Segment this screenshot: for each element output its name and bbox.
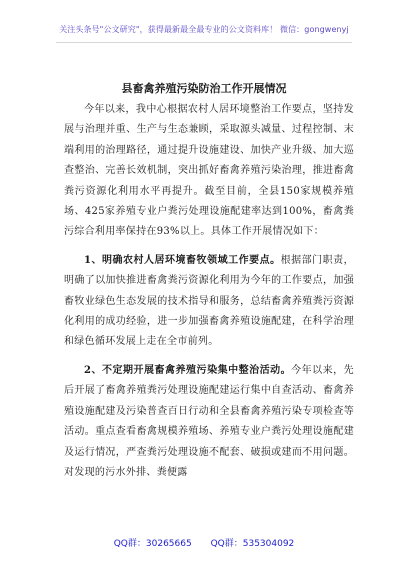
footer-contacts (0, 536, 408, 549)
section-1-heading: 1、明确农村人居环境畜牧领域工作要点。 (84, 254, 281, 266)
section-1-paragraph (64, 251, 354, 353)
header-divider (56, 42, 352, 43)
section-2-paragraph (64, 361, 354, 483)
intro-paragraph: 今年以来，我中心根据农村人居环境整治工作要点，坚持发展与治理并重、生产与生态兼顾，采取源头减量、过程控制、末端利用的治理路径，通过提升设施建设、加快产业升级、加大巡查整治、完善长效机制，突出抓好畜禽养殖污染治理，推进畜禽粪污资源化利用水平再提升。截至目前，全县150家规模养殖场、425家养殖专业户粪污处理设施配建率达到100%，畜禽粪污综合利用率保持在93%以上。具体工作开展情况如下： (64, 104, 354, 238)
section-2-text: 今年以来，先后开展了畜禽养殖粪污处理设施配建运行集中自查活动、畜禽养殖设施配建及污染普查百日行动和全县畜禽养殖污染专项检查等活动。重点查看畜禽规模养殖场、养殖专业户粪污处理设施配建及运行情况，严查粪污处理设施不配套、破损或建而不用问题。对发现的污水外排、粪便露 (64, 364, 354, 478)
section-1-text: 根据部门职责，明确了以加快推进畜禽粪污资源化利用为今年的工作要点，加强畜牧业绿色生态发展的技术指导和服务，总结畜禽养殖粪污资源化利用的成功经验，进一步加强畜禽养殖设施配建，在科学治理和绿色循环发展上走在全市前列。 (64, 254, 354, 348)
section-2-heading: 2、不定期开展畜禽养殖污染集中整治活动。 (84, 364, 292, 376)
header-notice: 关注头条号"公文研究"，获得最新最全最专业的公文资料库！ 微信：gongwenyj (59, 25, 349, 34)
footer-qq-group-2: QQ群：535304092 (210, 539, 295, 549)
document-title: 县畜禽养殖污染防治工作开展情况 (121, 82, 287, 95)
document-body (64, 100, 354, 491)
footer-qq-group-1: QQ群：30265665 (113, 539, 192, 549)
